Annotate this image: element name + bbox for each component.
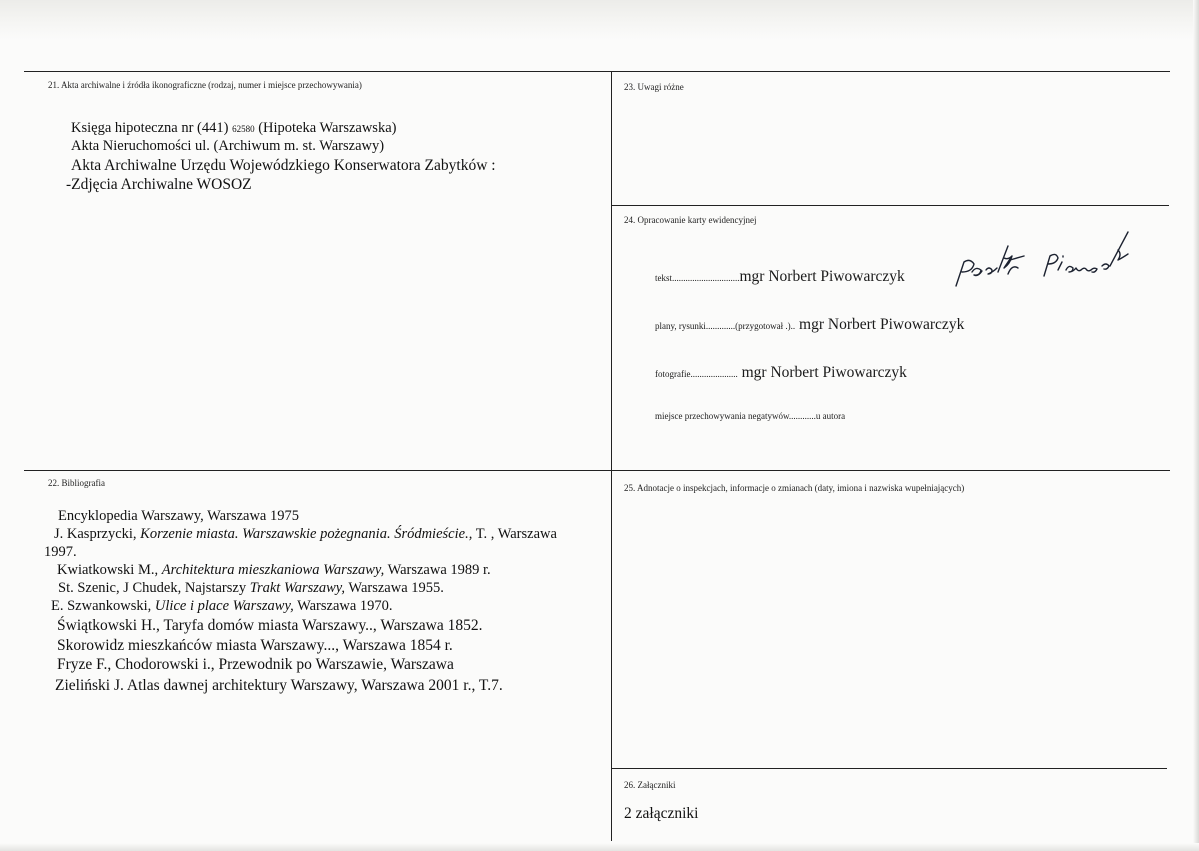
attachments-value: 2 załączniki	[624, 805, 699, 822]
entry-text: Encyklopedia Warszawy, Warszawa 1975	[58, 508, 299, 524]
scan-shadow-top	[0, 0, 1199, 40]
handwritten-signature	[950, 226, 1150, 296]
entry-title: Architektura mieszkaniowa Warszawy,	[161, 562, 385, 578]
row-tekst	[655, 268, 905, 286]
archive-line-text-end: (Hipoteka Warszawska)	[254, 120, 397, 136]
entry-text: Świątkowski H., Taryfa domów miasta Warszawy.., Warszawa 1852.	[57, 617, 483, 634]
archive-line-text: Księga hipoteczna nr (441)	[71, 120, 233, 136]
entry-title: Korzenie miasta. Warszawskie pożegnania. Śródmieście.,	[140, 526, 473, 542]
archive-line	[71, 138, 384, 155]
section-22-heading: 22. Bibliografia	[48, 478, 105, 488]
bibliography-entry	[57, 562, 491, 579]
bibliography-entry	[51, 598, 393, 615]
bibliography-entry	[58, 580, 444, 597]
scan-shadow-bottom	[0, 843, 1199, 851]
section-25-heading: 25. Adnotacje o inspekcjach, informacje o zmianach (daty, imiona i nazwiska wupełniających)	[624, 483, 965, 493]
divider-23-24	[612, 205, 1169, 206]
entry-rest: Warszawa 1970.	[293, 598, 393, 614]
archive-line-text: -Zdjęcia Archiwalne WOSOZ	[66, 176, 252, 193]
archive-line	[71, 157, 496, 174]
entry-rest: Warszawa 1955.	[345, 580, 444, 596]
entry-rest: Warszawa 1989 r.	[384, 562, 491, 578]
bibliography-entry	[57, 637, 453, 654]
section-24-heading: 24. Opracowanie karty ewidencyjnej	[624, 215, 757, 225]
plany-mark: ł .)..	[780, 321, 796, 331]
scan-shadow-right	[1193, 0, 1199, 851]
entry-text: 1997.	[44, 544, 77, 560]
entry-author: J. Kasprzycki,	[54, 526, 141, 542]
bibliography-entry	[44, 544, 77, 561]
archive-line	[71, 120, 396, 138]
bibliography-entry	[55, 677, 503, 694]
section-21-heading: 21. Akta archiwalne i źródła ikonograficzne (rodzaj, numer i miejsce przechowywania)	[48, 80, 362, 90]
bibliography-entry	[58, 508, 299, 525]
plany-label: plany, rysunki.............(przygotowa	[655, 321, 781, 331]
entry-text: Fryze F., Chodorowski i., Przewodnik po Warszawie, Warszawa	[57, 656, 454, 673]
tekst-value: mgr Norbert Piwowarczyk	[739, 268, 905, 285]
entry-author: E. Szwankowski,	[51, 598, 155, 614]
section-26-heading: 26. Załączniki	[624, 780, 676, 790]
bibliography-entry	[57, 656, 454, 673]
archive-line-text: Akta Nieruchomości ul. (Archiwum m. st. Warszawy)	[71, 138, 385, 154]
entry-text: Skorowidz mieszkańców miasta Warszawy..., Warszawa 1854 r.	[57, 637, 453, 654]
center-divider	[611, 71, 612, 841]
entry-author: Kwiatkowski M.,	[57, 562, 162, 578]
tekst-label: tekst..............................	[655, 273, 740, 283]
negatives-location: miejsce przechowywania negatywów............u autora	[655, 411, 846, 421]
fotografie-value: mgr Norbert Piwowarczyk	[737, 364, 907, 381]
entry-text: Zieliński J. Atlas dawnej architektury Warszawy, Warszawa 2001 r., T.7.	[55, 677, 503, 694]
bibliography-entry	[54, 526, 557, 543]
divider-25-26	[612, 768, 1167, 769]
bibliography-entry	[57, 617, 482, 634]
entry-title: Ulice i place Warszawy,	[154, 598, 294, 614]
top-border	[24, 71, 1170, 72]
archive-line-number: 62580	[232, 124, 255, 134]
middle-border	[24, 470, 1170, 471]
row-plany	[655, 316, 964, 334]
archive-line-text: Akta Archiwalne Urzędu Wojewódzkiego Konserwatora Zabytków :	[71, 157, 496, 174]
section-23-heading: 23. Uwagi różne	[624, 82, 684, 92]
entry-author: St. Szenic, J Chudek, Najstarszy	[58, 580, 250, 596]
row-fotografie	[655, 364, 907, 382]
fotografie-label: fotografie.....................	[655, 369, 738, 379]
plany-value: mgr Norbert Piwowarczyk	[795, 316, 965, 333]
entry-rest: T. , Warszawa	[472, 526, 557, 542]
archive-line	[66, 176, 252, 193]
entry-title: Trakt Warszawy,	[249, 580, 346, 596]
